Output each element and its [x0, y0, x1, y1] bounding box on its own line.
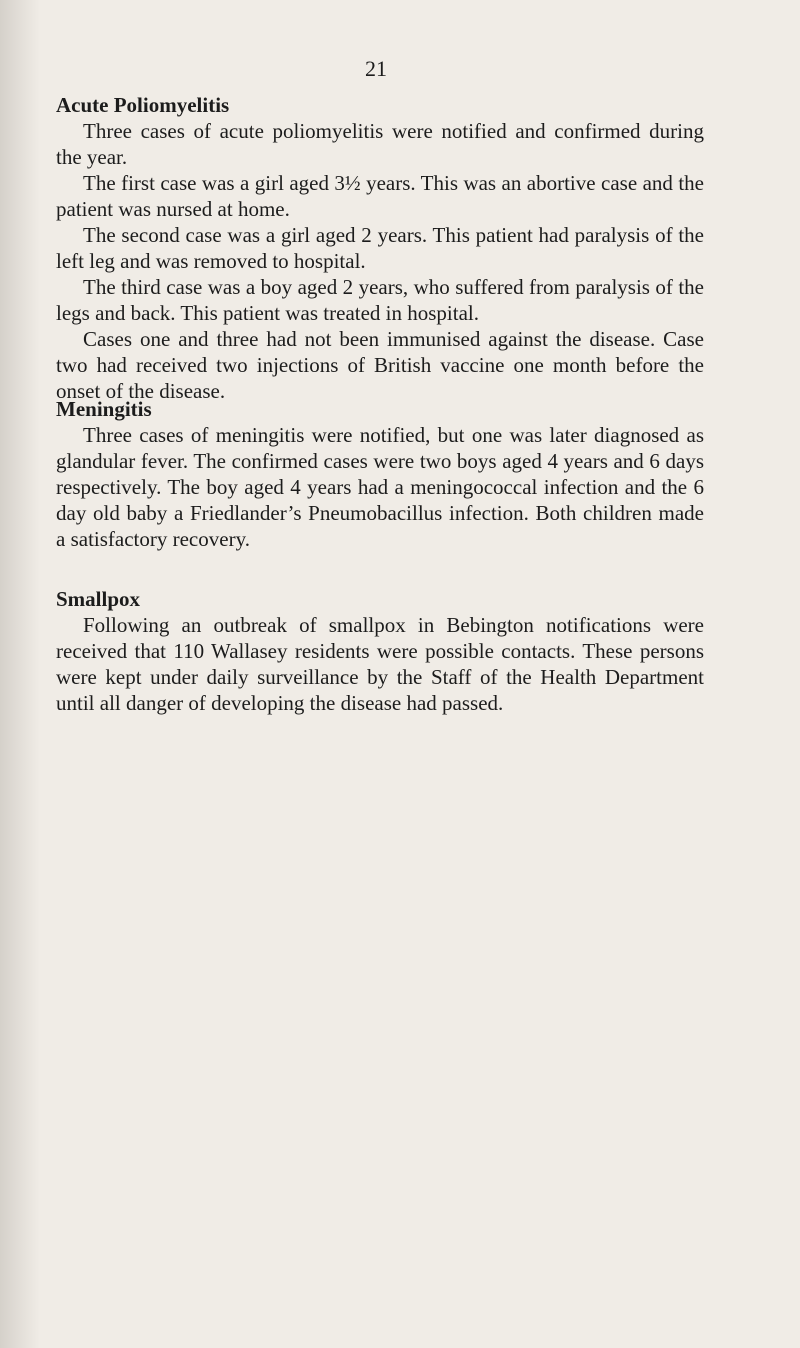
section-heading: Meningitis — [56, 397, 152, 421]
paragraph: Three cases of meningitis were notified, but one was later diagnosed as glandular fever. The confirmed cases were two boys aged 4 years and 6 days respectively. The boy aged 4 years had a meningococcal infection and the 6 day old baby a Friedlander’s Pneumobacillus infection. Both children made a satisfactory recovery. — [56, 423, 704, 551]
paragraph: The second case was a girl aged 2 years. This patient had paralysis of the left leg and was removed to hospital. — [56, 223, 704, 273]
section-meningitis — [56, 396, 704, 552]
section-smallpox — [56, 586, 704, 716]
section-acute-poliomyelitis — [56, 92, 704, 404]
paragraph: The third case was a boy aged 2 years, who suffered from paralysis of the legs and back. This patient was treated in hospital. — [56, 275, 704, 325]
paragraph: Three cases of acute poliomyelitis were notified and confirmed during the year. — [56, 119, 704, 169]
section-heading: Smallpox — [56, 587, 141, 611]
page-number: 21 — [365, 56, 387, 81]
page-edge-shadow — [0, 0, 40, 1348]
paragraph: Cases one and three had not been immunised against the disease. Case two had received two injections of British vaccine one month before the onset of the disease. — [56, 327, 704, 403]
paragraph: Following an outbreak of smallpox in Bebington notifications were received that 110 Wallasey residents were possible contacts. These persons were kept under daily surveillance by the Staff of the Health Department until all danger of developing the disease had passed. — [56, 613, 704, 715]
section-heading: Acute Poliomyelitis — [56, 93, 230, 117]
paragraph: The first case was a girl aged 3½ years. This was an abortive case and the patient was nursed at home. — [56, 171, 704, 221]
